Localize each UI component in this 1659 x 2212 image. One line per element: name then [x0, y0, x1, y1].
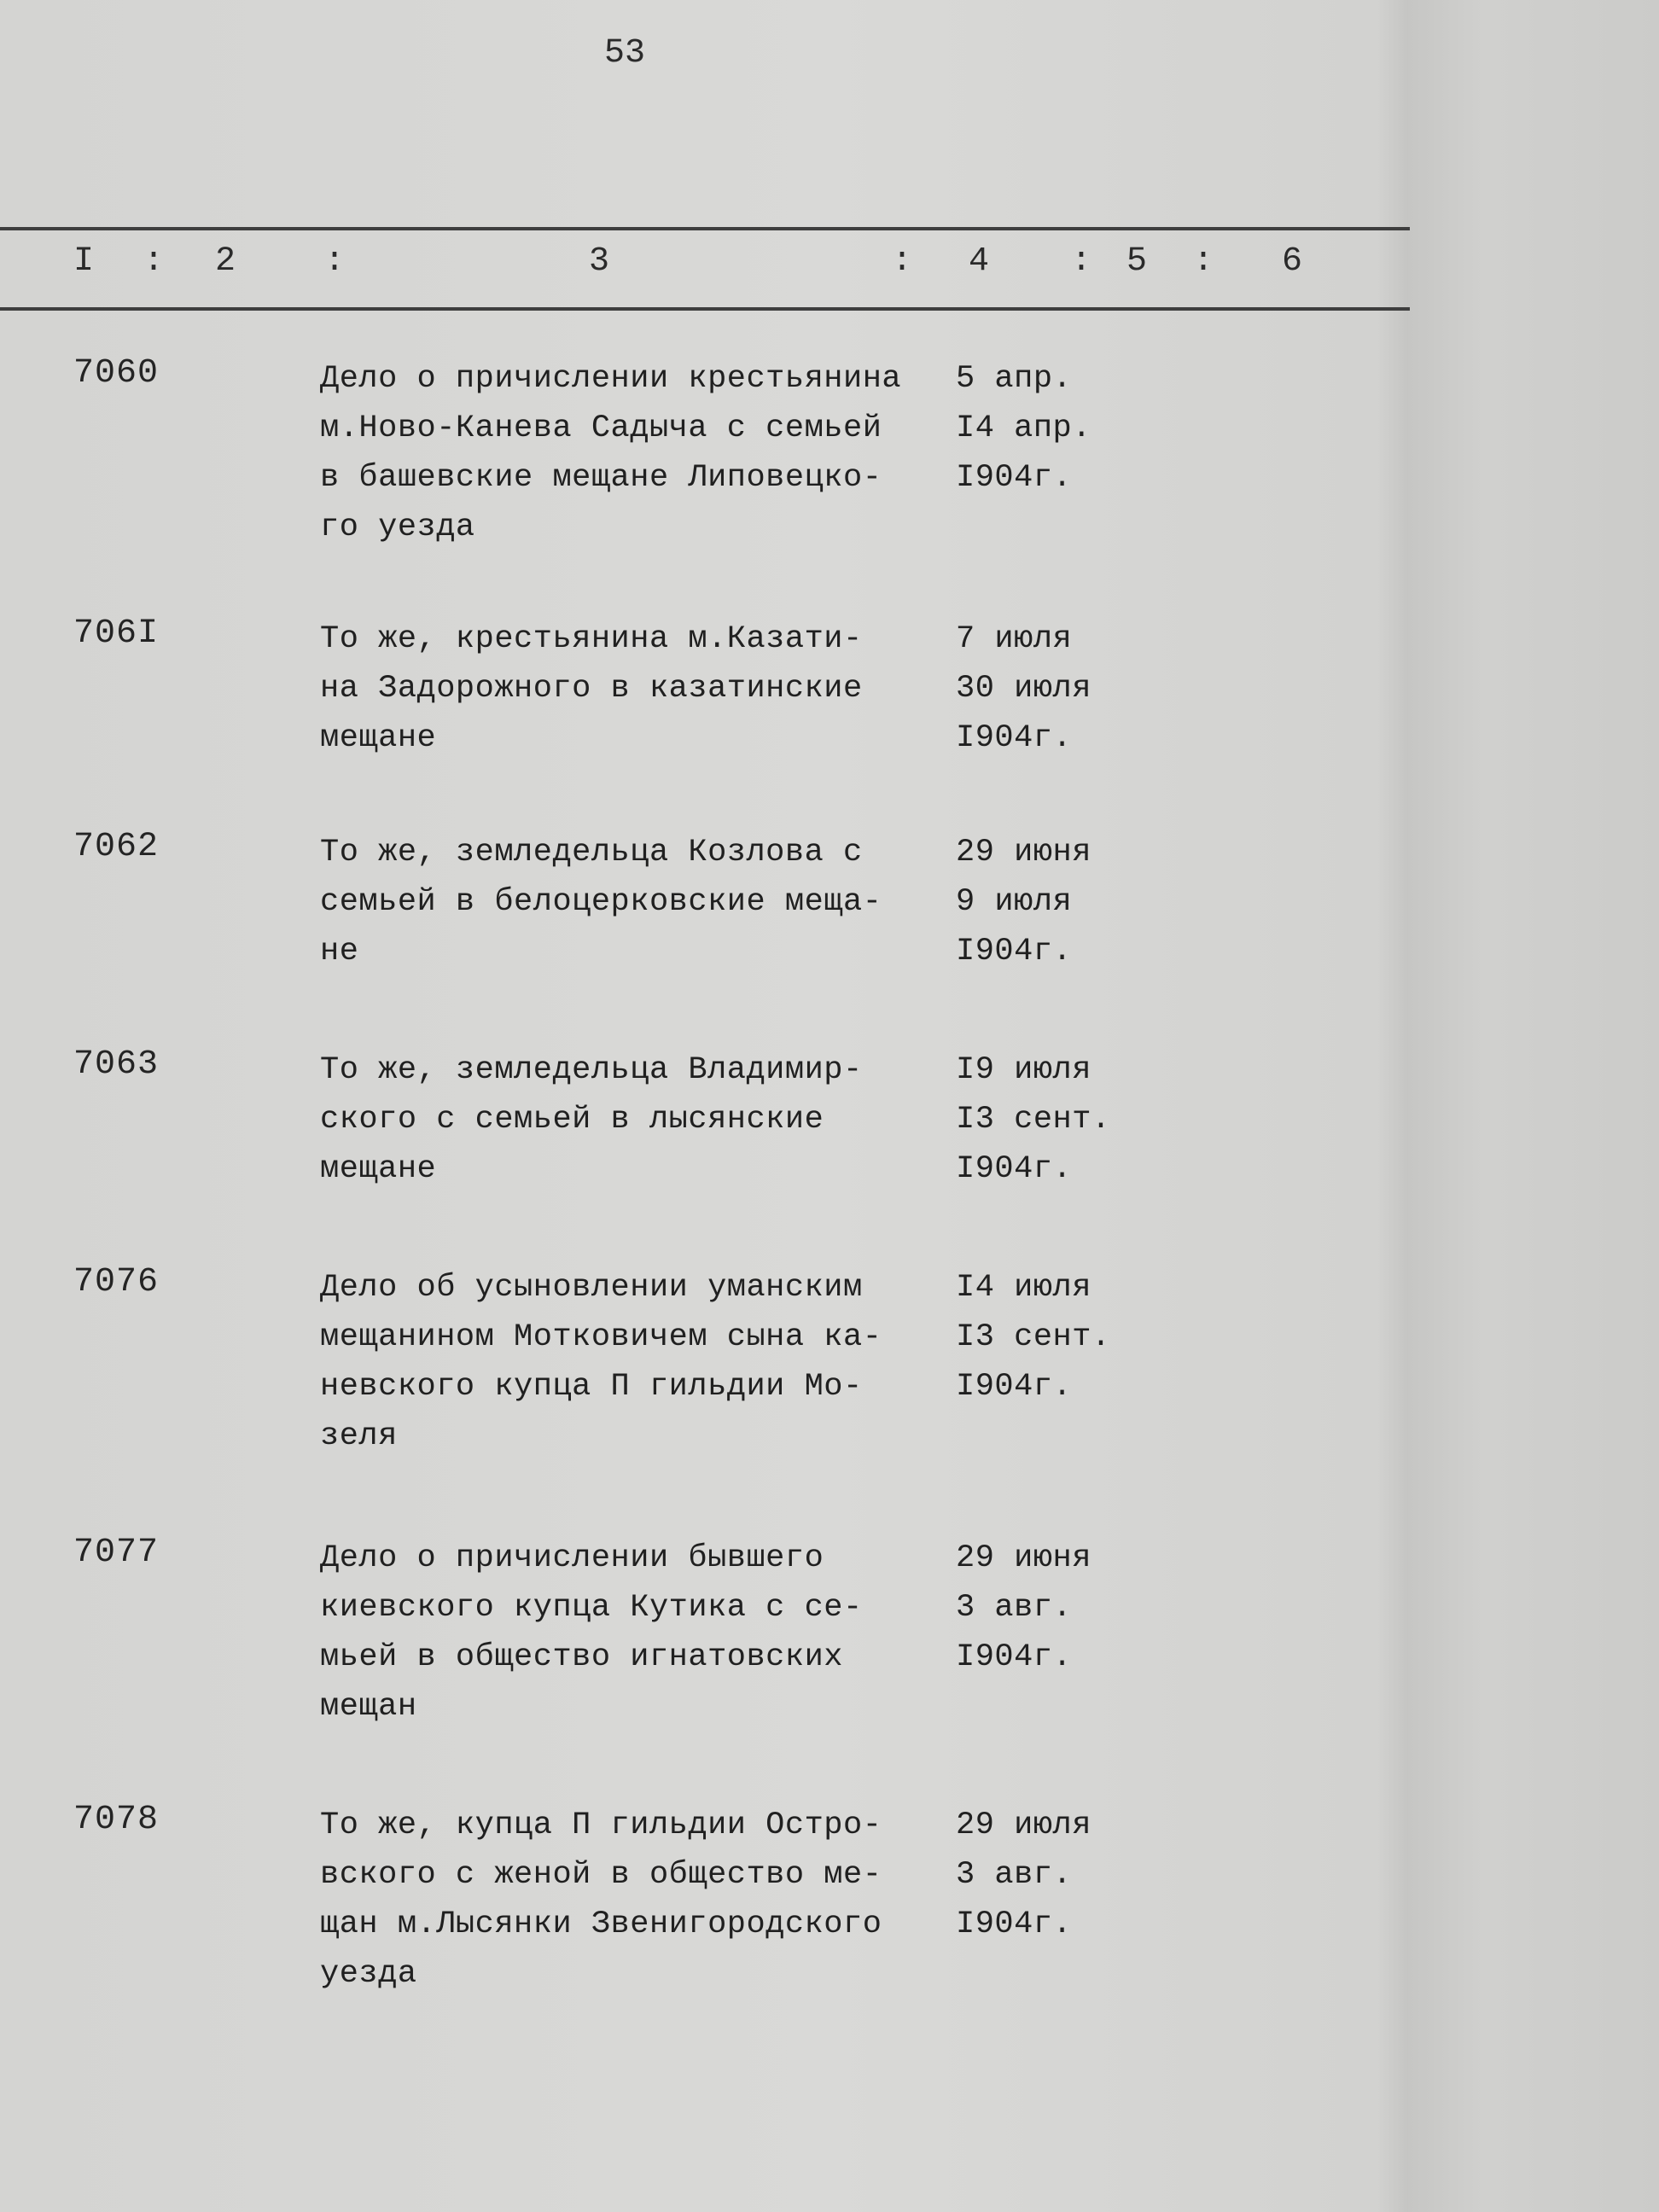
description-line: мьей в общество игнатовских: [320, 1639, 843, 1675]
date-line: I904г.: [956, 720, 1073, 756]
column-header-6: 6: [1282, 242, 1303, 281]
description-line: мещане: [320, 720, 437, 756]
case-dates: [956, 828, 1161, 976]
date-line: I904г.: [956, 1639, 1073, 1675]
date-line: 29 июня: [956, 1540, 1091, 1576]
case-description: [320, 1045, 952, 1194]
case-description: [320, 614, 952, 763]
description-line: в башевские мещане Липовецко-: [320, 460, 882, 496]
date-line: 3 авг.: [956, 1590, 1073, 1626]
case-number: 706I: [73, 614, 160, 653]
column-separator: :: [324, 242, 346, 281]
description-line: То же, крестьянина м.Казати-: [320, 621, 863, 657]
date-line: I904г.: [956, 1369, 1073, 1405]
description-line: мещане: [320, 1151, 437, 1187]
case-number: 7077: [73, 1534, 160, 1572]
description-line: То же, земледельца Козлова с: [320, 835, 863, 870]
description-line: уезда: [320, 1956, 417, 1992]
column-header-1: I: [73, 242, 95, 281]
page-number: 53: [604, 34, 646, 73]
date-line: 9 июля: [956, 884, 1073, 920]
case-number: 7076: [73, 1263, 160, 1301]
description-line: м.Ново-Канева Садыча с семьей: [320, 410, 882, 446]
description-line: на Задорожного в казатинские: [320, 671, 863, 707]
description-line: То же, купца П гильдии Остро-: [320, 1807, 882, 1843]
page-edge-shadow: [1408, 0, 1659, 2212]
case-dates: [956, 614, 1161, 763]
description-line: То же, земледельца Владимир-: [320, 1052, 863, 1088]
column-separator: :: [143, 242, 165, 281]
column-header-4: 4: [969, 242, 990, 281]
description-line: мещан: [320, 1689, 417, 1725]
description-line: го уезда: [320, 509, 475, 545]
date-line: I9 июля: [956, 1052, 1091, 1088]
case-dates: [956, 1801, 1161, 1949]
date-line: I904г.: [956, 460, 1073, 496]
description-line: Дело о причислении крестьянина: [320, 361, 902, 397]
date-line: 30 июля: [956, 671, 1091, 707]
case-dates: [956, 1534, 1161, 1682]
case-number: 7060: [73, 354, 160, 393]
description-line: невского купца П гильдии Мо-: [320, 1369, 863, 1405]
date-line: I904г.: [956, 1906, 1073, 1942]
description-line: зеля: [320, 1418, 398, 1454]
date-line: 29 июля: [956, 1807, 1091, 1843]
header-bottom-rule: [0, 307, 1410, 311]
date-line: 5 апр.: [956, 361, 1073, 397]
column-separator: :: [892, 242, 913, 281]
description-line: ского с семьей в лысянские: [320, 1102, 824, 1138]
column-header-3: 3: [589, 242, 610, 281]
case-description: [320, 1801, 952, 1999]
case-number: 7062: [73, 828, 160, 866]
description-line: мещанином Мотковичем сына ка-: [320, 1319, 882, 1355]
date-line: I3 сент.: [956, 1319, 1111, 1355]
header-top-rule: [0, 227, 1410, 230]
column-separator: :: [1193, 242, 1214, 281]
date-line: I904г.: [956, 934, 1073, 969]
date-line: I4 апр.: [956, 410, 1091, 446]
description-line: киевского купца Кутика с се-: [320, 1590, 863, 1626]
date-line: 3 авг.: [956, 1857, 1073, 1893]
date-line: I3 сент.: [956, 1102, 1111, 1138]
column-header-5: 5: [1126, 242, 1148, 281]
date-line: 7 июля: [956, 621, 1073, 657]
description-line: семьей в белоцерковские меща-: [320, 884, 882, 920]
description-line: Дело об усыновлении уманским: [320, 1270, 863, 1306]
date-line: 29 июня: [956, 835, 1091, 870]
case-dates: [956, 354, 1161, 503]
description-line: вского с женой в общество ме-: [320, 1857, 882, 1893]
case-description: [320, 1263, 952, 1461]
column-separator: :: [1071, 242, 1092, 281]
case-description: [320, 1534, 952, 1732]
case-number: 7063: [73, 1045, 160, 1084]
date-line: I4 июля: [956, 1270, 1091, 1306]
description-line: щан м.Лысянки Звенигородского: [320, 1906, 882, 1942]
date-line: I904г.: [956, 1151, 1073, 1187]
case-dates: [956, 1045, 1161, 1194]
description-line: не: [320, 934, 359, 969]
case-description: [320, 354, 952, 552]
description-line: Дело о причислении бывшего: [320, 1540, 824, 1576]
case-description: [320, 828, 952, 976]
case-number: 7078: [73, 1801, 160, 1839]
column-header-2: 2: [215, 242, 236, 281]
case-dates: [956, 1263, 1161, 1412]
